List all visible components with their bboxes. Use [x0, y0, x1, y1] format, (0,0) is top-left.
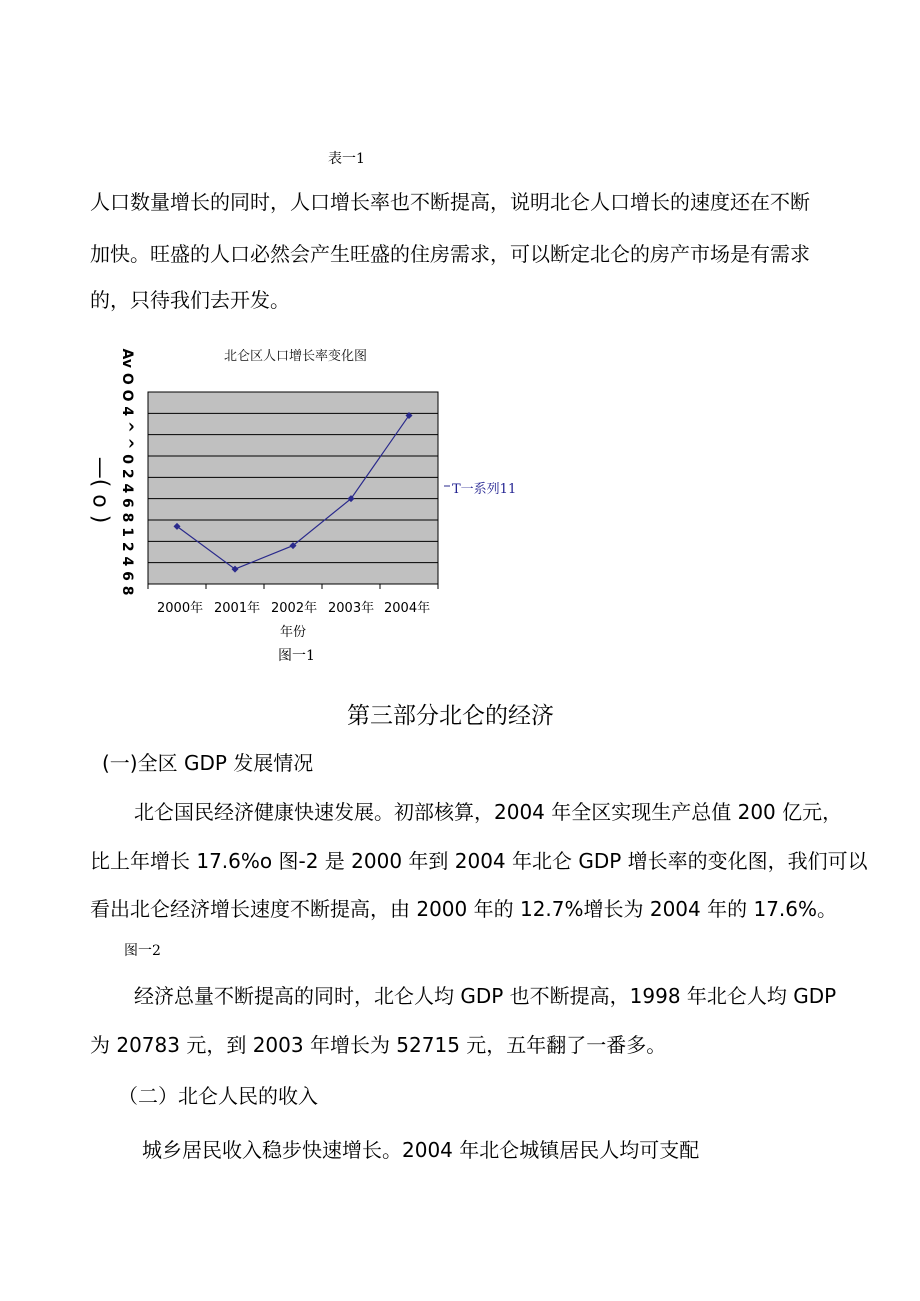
plot-area	[148, 392, 438, 584]
chart-title: 北仑区人口增长率变化图	[224, 349, 368, 364]
paragraph-line: 的，只待我们去开发。	[90, 288, 290, 312]
paragraph-line: 人口数量增长的同时，人口增长率也不断提高，说明北仑人口增长的速度还在不断	[90, 190, 810, 214]
figure-caption: 图一2	[124, 943, 161, 959]
x-tick-label: 2003年	[328, 601, 375, 616]
x-tick-label: 2002年	[271, 601, 318, 616]
x-tick-label: 2000年	[157, 601, 204, 616]
y-axis-label: Av O O 4 ^ ^ 0 2 4 6 8 1 2 4 6 8	[119, 348, 135, 596]
paragraph-line: 北仑国民经济健康快速发展。初部核算，2004 年全区实现生产总值 200 亿元，	[134, 800, 843, 824]
section-heading: 第三部分北仑的经济	[347, 703, 554, 729]
paragraph-line: 为 20783 元，到 2003 年增长为 52715 元，五年翻了一番多。	[90, 1033, 667, 1057]
figure-caption: 图一1	[278, 648, 315, 664]
paragraph-line: 看出北仑经济增长速度不断提高，由 2000 年的 12.7%增长为 2004 年的 17.6%。	[90, 897, 838, 921]
paragraph-line: 加快。旺盛的人口必然会产生旺盛的住房需求，可以断定北仑的房产市场是有需求	[90, 242, 810, 266]
x-axis-title: 年份	[280, 625, 307, 640]
table-caption: 表一1	[328, 151, 365, 167]
x-tick-label: 2004年	[384, 601, 431, 616]
sub-heading: (一)全区 GDP 发展情况	[102, 751, 314, 775]
y-axis-decoration: —( o )	[87, 456, 113, 524]
paragraph-line: 经济总量不断提高的同时，北仑人均 GDP 也不断提高，1998 年北仑人均 GDP	[134, 984, 837, 1008]
paragraph-line: 比上年增长 17.6%o 图-2 是 2000 年到 2004 年北仑 GDP 增长率的变化图，我们可以	[90, 849, 868, 873]
chart-legend: T一系列11	[452, 482, 517, 497]
paragraph-line: 城乡居民收入稳步快速增长。2004 年北仑城镇居民人均可支配	[142, 1138, 700, 1162]
x-tick-label: 2001年	[214, 601, 261, 616]
sub-heading: （二）北仑人民的收入	[118, 1084, 318, 1108]
